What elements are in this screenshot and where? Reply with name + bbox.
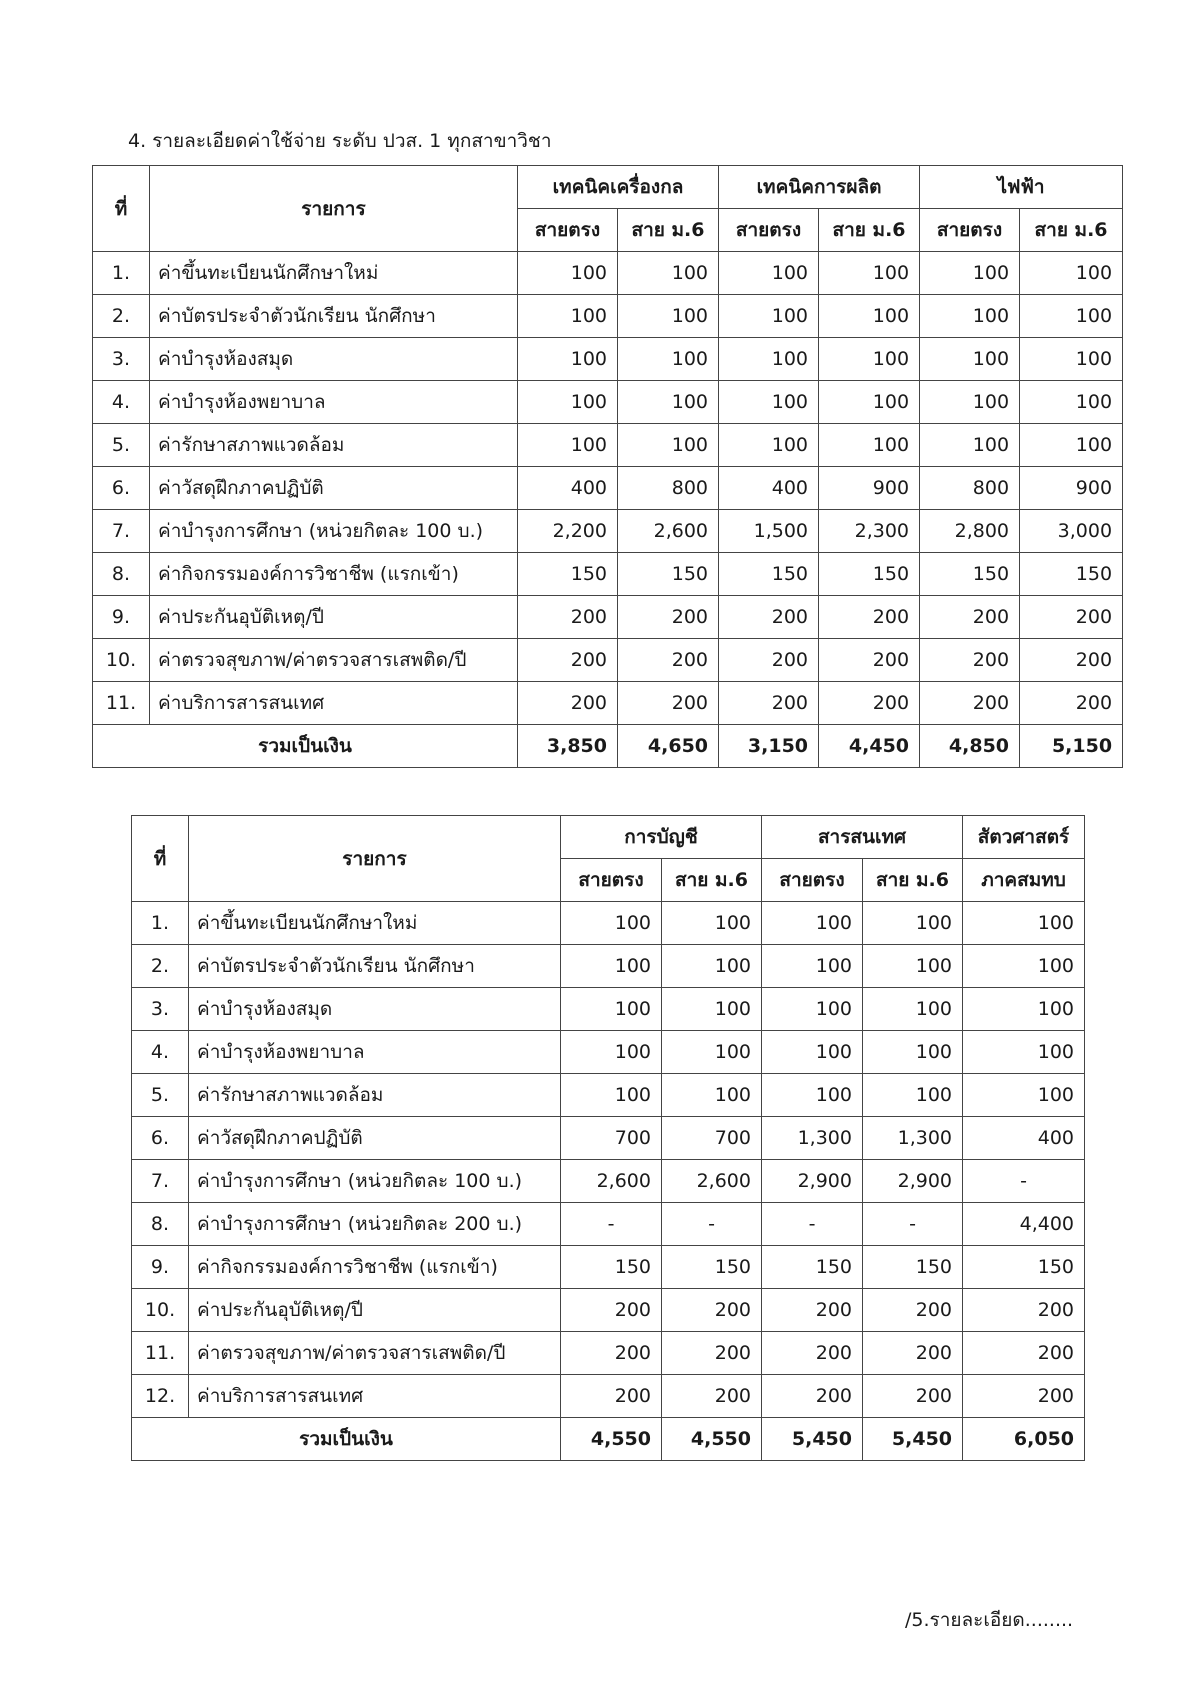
row-number: 11. — [93, 682, 150, 725]
table-row — [132, 1375, 1085, 1418]
value-cell: 400 — [963, 1117, 1085, 1160]
value-cell: 200 — [819, 596, 920, 639]
table-row — [132, 1031, 1085, 1074]
value-cell: 100 — [618, 381, 719, 424]
value-cell: 100 — [662, 902, 762, 945]
row-number: 3. — [132, 988, 189, 1031]
subheader: สายตรง — [920, 209, 1020, 252]
row-number: 3. — [93, 338, 150, 381]
header-group: การบัญชี — [561, 816, 762, 859]
value-cell: 1,300 — [762, 1117, 863, 1160]
row-item: ค่าบำรุงห้องสมุด — [189, 988, 561, 1031]
fee-table-1 — [92, 165, 1123, 768]
value-cell: 800 — [920, 467, 1020, 510]
value-cell: 200 — [1020, 639, 1123, 682]
row-number: 1. — [132, 902, 189, 945]
value-cell: 200 — [819, 639, 920, 682]
value-cell: 2,800 — [920, 510, 1020, 553]
value-cell: 200 — [920, 639, 1020, 682]
row-number: 1. — [93, 252, 150, 295]
value-cell: 150 — [920, 553, 1020, 596]
value-cell: 150 — [963, 1246, 1085, 1289]
row-item: ค่าขึ้นทะเบียนนักศึกษาใหม่ — [150, 252, 518, 295]
page-continuation: /5.รายละเอียด........ — [905, 1609, 1074, 1631]
table-row — [132, 1289, 1085, 1332]
header-group: ไฟฟ้า — [920, 166, 1123, 209]
subheader: สายตรง — [762, 859, 863, 902]
table-row — [132, 1203, 1085, 1246]
total-cell: 5,450 — [863, 1418, 963, 1461]
value-cell: 100 — [863, 988, 963, 1031]
value-cell: 100 — [819, 295, 920, 338]
row-item: ค่าบำรุงการศึกษา (หน่วยกิตละ 100 บ.) — [189, 1160, 561, 1203]
row-number: 10. — [93, 639, 150, 682]
subheader: สาย ม.6 — [662, 859, 762, 902]
value-cell: 100 — [518, 252, 618, 295]
row-number: 12. — [132, 1375, 189, 1418]
table-row — [132, 1246, 1085, 1289]
value-cell: 2,200 — [518, 510, 618, 553]
row-item: ค่ารักษาสภาพแวดล้อม — [150, 424, 518, 467]
value-cell: 200 — [618, 639, 719, 682]
table-row — [93, 295, 1123, 338]
subheader: สาย ม.6 — [1020, 209, 1123, 252]
table-row — [93, 338, 1123, 381]
value-cell: 200 — [963, 1332, 1085, 1375]
row-number: 10. — [132, 1289, 189, 1332]
value-cell: 200 — [920, 682, 1020, 725]
value-cell: 200 — [518, 639, 618, 682]
value-cell: 100 — [963, 902, 1085, 945]
header-no: ที่ — [132, 816, 189, 902]
value-cell: 100 — [618, 424, 719, 467]
table-row — [132, 1117, 1085, 1160]
value-cell: 100 — [561, 1031, 662, 1074]
value-cell: 200 — [719, 596, 819, 639]
subheader: สายตรง — [561, 859, 662, 902]
header-no: ที่ — [93, 166, 150, 252]
value-cell: 100 — [561, 1074, 662, 1117]
table-row — [93, 381, 1123, 424]
total-cell: 3,850 — [518, 725, 618, 768]
value-cell: 2,300 — [819, 510, 920, 553]
value-cell: 150 — [819, 553, 920, 596]
value-cell: 100 — [963, 988, 1085, 1031]
table-row — [93, 424, 1123, 467]
value-cell: 100 — [762, 945, 863, 988]
subheader: สาย ม.6 — [819, 209, 920, 252]
value-cell: 100 — [1020, 338, 1123, 381]
table-row — [93, 596, 1123, 639]
value-cell: 100 — [819, 252, 920, 295]
table-row — [132, 1074, 1085, 1117]
value-cell: 100 — [920, 295, 1020, 338]
header-group: สัตวศาสตร์ — [963, 816, 1085, 859]
row-item: ค่าประกันอุบัติเหตุ/ปี — [189, 1289, 561, 1332]
value-cell: 2,900 — [762, 1160, 863, 1203]
value-cell: 100 — [762, 1074, 863, 1117]
value-cell: 100 — [662, 1074, 762, 1117]
row-item: ค่ารักษาสภาพแวดล้อม — [189, 1074, 561, 1117]
row-number: 9. — [132, 1246, 189, 1289]
header-item: รายการ — [189, 816, 561, 902]
value-cell: 700 — [662, 1117, 762, 1160]
value-cell: 100 — [518, 381, 618, 424]
row-item: ค่าบำรุงการศึกษา (หน่วยกิตละ 100 บ.) — [150, 510, 518, 553]
total-cell: 5,450 — [762, 1418, 863, 1461]
value-cell: 100 — [719, 381, 819, 424]
row-item: ค่ากิจกรรมองค์การวิชาชีพ (แรกเข้า) — [189, 1246, 561, 1289]
row-item: ค่าประกันอุบัติเหตุ/ปี — [150, 596, 518, 639]
row-number: 4. — [132, 1031, 189, 1074]
row-item: ค่าบัตรประจำตัวนักเรียน นักศึกษา — [189, 945, 561, 988]
value-cell: 100 — [719, 252, 819, 295]
row-number: 8. — [132, 1203, 189, 1246]
table-row — [132, 988, 1085, 1031]
value-cell: 100 — [920, 252, 1020, 295]
row-number: 2. — [93, 295, 150, 338]
header-group: เทคนิคเครื่องกล — [518, 166, 719, 209]
value-cell: 200 — [618, 596, 719, 639]
total-cell: 4,850 — [920, 725, 1020, 768]
value-cell: 200 — [561, 1289, 662, 1332]
table-row — [93, 682, 1123, 725]
value-cell: 200 — [920, 596, 1020, 639]
row-item: ค่าบริการสารสนเทศ — [150, 682, 518, 725]
value-cell: 100 — [1020, 424, 1123, 467]
header-item: รายการ — [150, 166, 518, 252]
value-cell: - — [561, 1203, 662, 1246]
total-cell: 4,550 — [662, 1418, 762, 1461]
value-cell: 200 — [863, 1332, 963, 1375]
value-cell: - — [863, 1203, 963, 1246]
value-cell: 100 — [662, 1031, 762, 1074]
total-row — [93, 725, 1123, 768]
value-cell: 100 — [920, 338, 1020, 381]
value-cell: 900 — [819, 467, 920, 510]
value-cell: 2,600 — [561, 1160, 662, 1203]
row-item: ค่าบัตรประจำตัวนักเรียน นักศึกษา — [150, 295, 518, 338]
row-number: 11. — [132, 1332, 189, 1375]
row-item: ค่าบำรุงห้องสมุด — [150, 338, 518, 381]
row-number: 8. — [93, 553, 150, 596]
row-number: 9. — [93, 596, 150, 639]
value-cell: 100 — [920, 424, 1020, 467]
value-cell: 150 — [561, 1246, 662, 1289]
value-cell: 200 — [762, 1332, 863, 1375]
table-row — [132, 945, 1085, 988]
subheader: สาย ม.6 — [618, 209, 719, 252]
value-cell: 100 — [762, 988, 863, 1031]
value-cell: 200 — [719, 682, 819, 725]
row-number: 4. — [93, 381, 150, 424]
value-cell: 200 — [762, 1375, 863, 1418]
value-cell: 200 — [963, 1289, 1085, 1332]
total-cell: 4,650 — [618, 725, 719, 768]
table-row — [93, 510, 1123, 553]
value-cell: 100 — [518, 424, 618, 467]
value-cell: 200 — [662, 1289, 762, 1332]
table-row — [93, 553, 1123, 596]
row-item: ค่าตรวจสุขภาพ/ค่าตรวจสารเสพติด/ปี — [150, 639, 518, 682]
value-cell: 700 — [561, 1117, 662, 1160]
value-cell: 150 — [863, 1246, 963, 1289]
value-cell: 200 — [762, 1289, 863, 1332]
total-cell: 6,050 — [963, 1418, 1085, 1461]
value-cell: - — [963, 1160, 1085, 1203]
row-number: 2. — [132, 945, 189, 988]
row-number: 7. — [132, 1160, 189, 1203]
value-cell: 200 — [719, 639, 819, 682]
total-row — [132, 1418, 1085, 1461]
value-cell: 400 — [518, 467, 618, 510]
value-cell: 100 — [863, 902, 963, 945]
table-row — [132, 902, 1085, 945]
total-cell: 4,450 — [819, 725, 920, 768]
value-cell: 100 — [518, 338, 618, 381]
value-cell: 100 — [863, 1074, 963, 1117]
total-cell: 4,550 — [561, 1418, 662, 1461]
value-cell: 200 — [662, 1332, 762, 1375]
value-cell: 100 — [719, 338, 819, 381]
value-cell: 200 — [863, 1375, 963, 1418]
value-cell: 100 — [719, 424, 819, 467]
value-cell: 150 — [1020, 553, 1123, 596]
row-item: ค่าบริการสารสนเทศ — [189, 1375, 561, 1418]
value-cell: 100 — [719, 295, 819, 338]
row-item: ค่าบำรุงห้องพยาบาล — [189, 1031, 561, 1074]
value-cell: 150 — [518, 553, 618, 596]
value-cell: 150 — [762, 1246, 863, 1289]
header-group: เทคนิคการผลิต — [719, 166, 920, 209]
subheader: สายตรง — [518, 209, 618, 252]
value-cell: 1,500 — [719, 510, 819, 553]
row-number: 6. — [93, 467, 150, 510]
value-cell: 150 — [662, 1246, 762, 1289]
value-cell: 100 — [863, 1031, 963, 1074]
value-cell: 400 — [719, 467, 819, 510]
row-item: ค่าบำรุงการศึกษา (หน่วยกิตละ 200 บ.) — [189, 1203, 561, 1246]
value-cell: 200 — [963, 1375, 1085, 1418]
row-number: 5. — [93, 424, 150, 467]
value-cell: 200 — [561, 1375, 662, 1418]
value-cell: 100 — [618, 252, 719, 295]
value-cell: 100 — [561, 902, 662, 945]
value-cell: 800 — [618, 467, 719, 510]
value-cell: 100 — [963, 1074, 1085, 1117]
value-cell: 150 — [618, 553, 719, 596]
value-cell: 2,900 — [863, 1160, 963, 1203]
value-cell: 200 — [1020, 596, 1123, 639]
value-cell: 1,300 — [863, 1117, 963, 1160]
row-item: ค่าบำรุงห้องพยาบาล — [150, 381, 518, 424]
total-cell: 3,150 — [719, 725, 819, 768]
table-row — [93, 639, 1123, 682]
total-cell: 5,150 — [1020, 725, 1123, 768]
fee-table-2 — [131, 815, 1085, 1461]
value-cell: 100 — [561, 988, 662, 1031]
row-number: 7. — [93, 510, 150, 553]
value-cell: 200 — [819, 682, 920, 725]
header-group: สารสนเทศ — [762, 816, 963, 859]
row-item: ค่าตรวจสุขภาพ/ค่าตรวจสารเสพติด/ปี — [189, 1332, 561, 1375]
value-cell: 100 — [863, 945, 963, 988]
value-cell: 2,600 — [662, 1160, 762, 1203]
total-label: รวมเป็นเงิน — [132, 1418, 561, 1461]
row-number: 5. — [132, 1074, 189, 1117]
value-cell: 100 — [963, 1031, 1085, 1074]
value-cell: 100 — [561, 945, 662, 988]
value-cell: 4,400 — [963, 1203, 1085, 1246]
table-row — [93, 252, 1123, 295]
row-item: ค่าวัสดุฝึกภาคปฏิบัติ — [150, 467, 518, 510]
value-cell: 100 — [819, 381, 920, 424]
table-row — [132, 1332, 1085, 1375]
value-cell: 200 — [662, 1375, 762, 1418]
value-cell: 100 — [1020, 381, 1123, 424]
value-cell: 100 — [1020, 295, 1123, 338]
value-cell: 100 — [819, 338, 920, 381]
subheader: ภาคสมทบ — [963, 859, 1085, 902]
value-cell: 900 — [1020, 467, 1123, 510]
value-cell: 200 — [518, 682, 618, 725]
value-cell: 100 — [662, 945, 762, 988]
table-row — [93, 467, 1123, 510]
value-cell: 100 — [762, 1031, 863, 1074]
subheader: สาย ม.6 — [863, 859, 963, 902]
value-cell: 100 — [762, 902, 863, 945]
row-item: ค่าขึ้นทะเบียนนักศึกษาใหม่ — [189, 902, 561, 945]
row-item: ค่ากิจกรรมองค์การวิชาชีพ (แรกเข้า) — [150, 553, 518, 596]
value-cell: - — [662, 1203, 762, 1246]
value-cell: 100 — [819, 424, 920, 467]
value-cell: 2,600 — [618, 510, 719, 553]
value-cell: 100 — [618, 338, 719, 381]
subheader: สายตรง — [719, 209, 819, 252]
value-cell: 200 — [618, 682, 719, 725]
total-label: รวมเป็นเงิน — [93, 725, 518, 768]
value-cell: - — [762, 1203, 863, 1246]
value-cell: 150 — [719, 553, 819, 596]
table-row — [132, 1160, 1085, 1203]
value-cell: 3,000 — [1020, 510, 1123, 553]
value-cell: 100 — [1020, 252, 1123, 295]
row-number: 6. — [132, 1117, 189, 1160]
value-cell: 100 — [518, 295, 618, 338]
value-cell: 100 — [963, 945, 1085, 988]
value-cell: 100 — [618, 295, 719, 338]
value-cell: 100 — [920, 381, 1020, 424]
section-heading: 4. รายละเอียดค่าใช้จ่าย ระดับ ปวส. 1 ทุกสาขาวิชา — [128, 130, 552, 152]
value-cell: 200 — [518, 596, 618, 639]
value-cell: 200 — [1020, 682, 1123, 725]
value-cell: 200 — [863, 1289, 963, 1332]
value-cell: 200 — [561, 1332, 662, 1375]
row-item: ค่าวัสดุฝึกภาคปฏิบัติ — [189, 1117, 561, 1160]
value-cell: 100 — [662, 988, 762, 1031]
